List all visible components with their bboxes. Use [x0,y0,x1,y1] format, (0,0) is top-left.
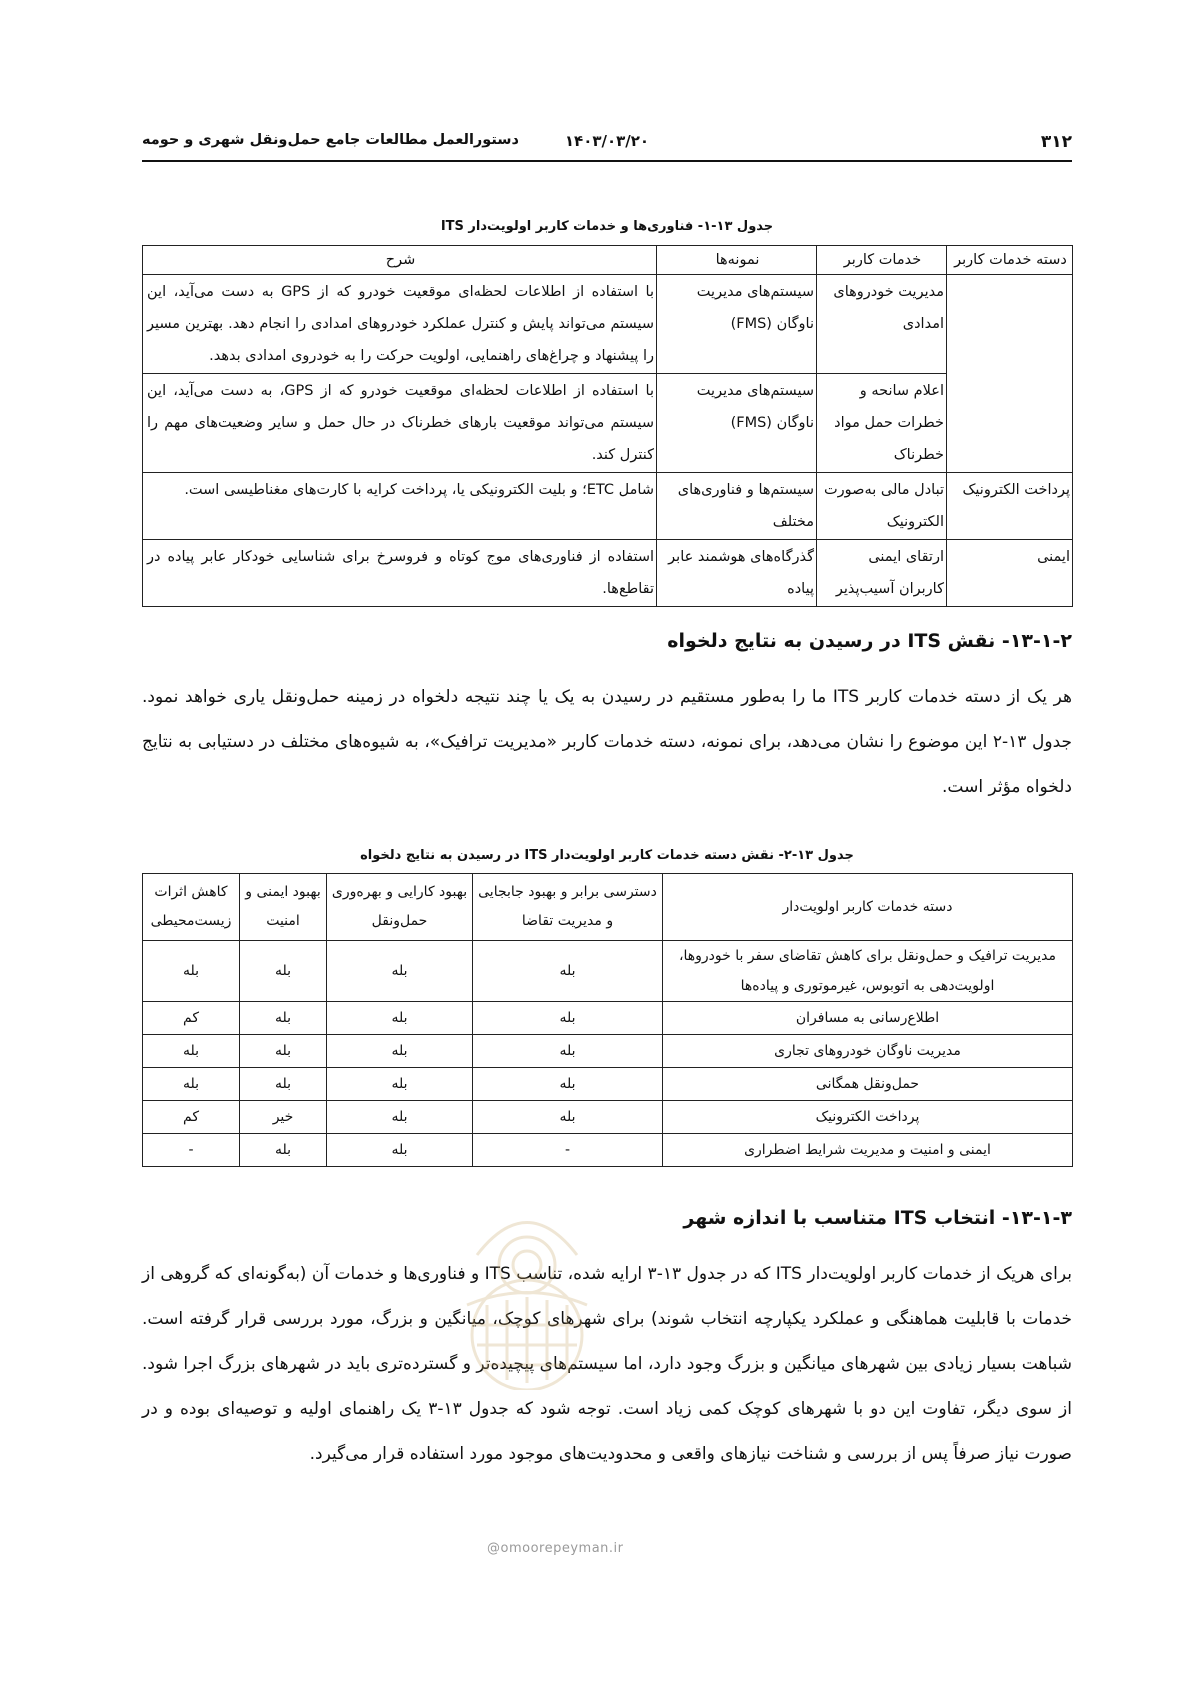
table2-value-cell: بله [240,1002,327,1035]
table2-category-cell: اطلاع‌رسانی به مسافران [663,1002,1073,1035]
table-row [143,1035,1073,1068]
table1-col-header: نمونه‌ها [657,246,817,275]
table2-caption: جدول ۱۳-۲- نقش دسته خدمات کاربر اولویت‌دار ITS در رسیدن به نتایج دلخواه [360,848,854,863]
seal-watermark-icon [457,1185,597,1390]
table1-description-cell: با استفاده از اطلاعات لحظه‌ای موقعیت خودرو که از GPS، به دست می‌آید، این سیستم می‌تواند موقعیت بارهای خطرناک در حال حمل و سایر وضعیت‌های مهم را کنترل کند. [143,374,657,473]
table-row [143,1068,1073,1101]
table-row [143,275,1073,374]
table1-description-cell: استفاده از فناوری‌های موج کوتاه و فروسرخ برای شناسایی خودکار عابر پیاده در تقاطع‌ها. [143,540,657,607]
section2-heading: ۱۳-۱-۲- نقش ITS در رسیدن به نتایج دلخواه [667,630,1072,652]
watermark-text: @omoorepeyman.ir [487,1541,624,1556]
table2-value-cell: بله [143,1068,240,1101]
section2-paragraph: هر یک از دسته خدمات کاربر ITS ما را به‌طور مستقیم در رسیدن به یک یا چند نتیجه دلخواه در زمینه حمل‌ونقل یاری خواهد نمود. جدول ۱۳-۲ این موضوع را نشان می‌دهد، برای نمونه، دسته خدمات کاربر «مدیریت ترافیک»، به شیوه‌های مختلف در دستیابی به نتایج دلخواه مؤثر است. [142,687,1073,797]
table2-col-header: دسته خدمات کاربر اولویت‌دار [663,874,1073,941]
table1-category-cell: پرداخت الکترونیک [947,473,1073,540]
page-number: ۳۱۲ [1040,132,1072,152]
table1-service-cell: ارتقای ایمنی کاربران آسیب‌پذیر [817,540,947,607]
table1-examples-cell: سیستم‌های مدیریت ناوگان (FMS) [657,374,817,473]
table2-col-header: بهبود ایمنی و امنیت [240,874,327,941]
document-page [142,0,1072,1685]
header-date: ۱۴۰۳/۰۳/۲۰ [564,132,650,150]
table2-value-cell: بله [327,941,473,1002]
page-header [142,132,1072,160]
table-row [143,1002,1073,1035]
table2 [142,873,1073,1167]
table2-value-cell: بله [473,1068,663,1101]
table2-value-cell: بله [473,1101,663,1134]
table-row [143,1134,1073,1167]
header-divider [142,160,1072,162]
table-row [143,473,1073,540]
table1-service-cell: اعلام سانحه و خطرات حمل مواد خطرناک [817,374,947,473]
table2-value-cell: کم [143,1101,240,1134]
table2-value-cell: بله [473,1002,663,1035]
table2-value-cell: بله [240,1035,327,1068]
table2-value-cell: بله [240,1134,327,1167]
table1-description-cell: با استفاده از اطلاعات لحظه‌ای موقعیت خودرو که از GPS به دست می‌آید، این سیستم می‌تواند پایش و کنترل عملکرد خودروهای امدادی را انجام دهد. بهترین مسیر را پیشنهاد و چراغ‌های راهنمایی، اولویت حرکت را به خودروی امدادی بدهد. [143,275,657,374]
table2-value-cell: بله [240,1068,327,1101]
table1-category-cell [947,275,1073,473]
table-row [143,941,1073,1002]
table2-value-cell: بله [327,1035,473,1068]
table2-header-row [143,874,1073,941]
table1-examples-cell: سیستم‌های مدیریت ناوگان (FMS) [657,275,817,374]
table2-value-cell: بله [327,1002,473,1035]
table2-category-cell: مدیریت ناوگان خودروهای تجاری [663,1035,1073,1068]
table1-examples-cell: سیستم‌ها و فناوری‌های مختلف [657,473,817,540]
table2-value-cell: - [473,1134,663,1167]
table-row [143,374,1073,473]
table2-value-cell: بله [473,1035,663,1068]
table2-value-cell: بله [327,1101,473,1134]
table2-value-cell: بله [327,1134,473,1167]
table2-category-cell: ایمنی و امنیت و مدیریت شرایط اضطراری [663,1134,1073,1167]
table1-header-row [143,246,1073,275]
table2-category-cell: مدیریت ترافیک و حمل‌ونقل برای کاهش تقاضای سفر با خودروها، اولویت‌دهی به اتوبوس، غیرموتوری و پیاده‌ها [663,941,1073,1002]
table2-value-cell: بله [143,1035,240,1068]
table2-category-cell: پرداخت الکترونیک [663,1101,1073,1134]
table2-value-cell: بله [473,941,663,1002]
document-title: دستورالعمل مطالعات جامع حمل‌ونقل شهری و حومه [142,132,519,148]
table1-description-cell: شامل ETC؛ و بلیت الکترونیکی یا، پرداخت کرایه با کارت‌های مغناطیسی است. [143,473,657,540]
table2-value-cell: بله [240,941,327,1002]
table2-value-cell: بله [327,1068,473,1101]
table2-value-cell: کم [143,1002,240,1035]
table1-category-cell: ایمنی [947,540,1073,607]
table2-value-cell: خیر [240,1101,327,1134]
table-row [143,540,1073,607]
table1-col-header: دسته خدمات کاربر [947,246,1073,275]
table1 [142,245,1073,607]
table1-service-cell: مدیریت خودروهای امدادی [817,275,947,374]
table1-examples-cell: گذرگاه‌های هوشمند عابر پیاده [657,540,817,607]
section3-paragraph: برای هریک از خدمات کاربر اولویت‌دار ITS که در جدول ۱۳-۳ ارایه شده، تناسب ITS و فناوری‌ها و خدمات آن (به‌گونه‌ای که گروهی از خدمات با قابلیت هماهنگی و عملکرد یکپارچه انتخاب شوند) برای شهرهای کوچک، میانگین و بزرگ، مورد بررسی قرار گرفته است. شباهت بسیار زیادی بین شهرهای میانگین و بزرگ وجود دارد، اما سیستم‌های پیچیده‌تر و گسترده‌تری باید در شهرهای بزرگ اجرا شود. از سوی دیگر، تفاوت این دو با شهرهای کوچک کمی زیاد است. توجه شود که جدول ۱۳-۳ یک راهنمای اولیه و توصیه‌ای بوده و در صورت نیاز صرفاً پس از بررسی و شناخت نیازهای واقعی و محدودیت‌های موجود مورد استفاده قرار می‌گیرد. [142,1264,1072,1464]
table1-col-header: خدمات کاربر [817,246,947,275]
section3-heading: ۱۳-۱-۳- انتخاب ITS متناسب با اندازه شهر [683,1207,1072,1229]
table2-col-header: دسترسی برابر و بهبود جابجایی و مدیریت تقاضا [473,874,663,941]
table1-service-cell: تبادل مالی به‌صورت الکترونیک [817,473,947,540]
table2-category-cell: حمل‌ونقل همگانی [663,1068,1073,1101]
table-row [143,1101,1073,1134]
table2-value-cell: بله [143,941,240,1002]
table2-value-cell: - [143,1134,240,1167]
table1-caption: جدول ۱۳-۱- فناوری‌ها و خدمات کاربر اولویت‌دار ITS [440,219,774,234]
table1-col-header: شرح [143,246,657,275]
table2-col-header: بهبود کارایی و بهره‌وری حمل‌ونقل [327,874,473,941]
table2-col-header: کاهش اثرات زیست‌محیطی [143,874,240,941]
